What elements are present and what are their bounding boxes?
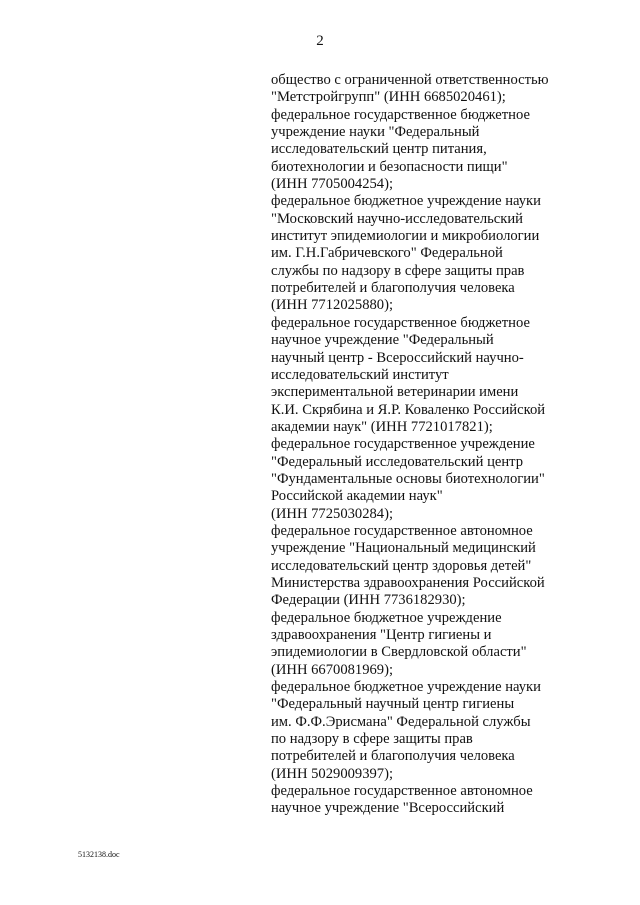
text-line: общество с ограниченной ответственностью: [271, 72, 549, 88]
text-line: Федерации (ИНН 7736182930);: [271, 592, 466, 609]
text-line: (ИНН 7725030284);: [271, 505, 394, 522]
text-line: потребителей и благополучия человека: [271, 748, 515, 765]
text-line: "Федеральный научный центр гигиены: [271, 696, 515, 713]
text-line: (ИНН 7712025880);: [271, 297, 394, 314]
text-line: академии наук" (ИНН 7721017821);: [271, 418, 493, 435]
text-line: (ИНН 5029009397);: [271, 765, 394, 782]
text-line: учреждение науки "Федеральный: [271, 124, 480, 141]
page-number: 2: [316, 33, 324, 49]
text-line: (ИНН 6670081969);: [271, 661, 394, 678]
text-line: Российской академии наук": [271, 488, 443, 505]
text-line: "Метстройгрупп" (ИНН 6685020461);: [271, 89, 506, 106]
text-line: (ИНН 7705004254);: [271, 176, 394, 193]
text-line: здравоохранения "Центр гигиены и: [271, 627, 492, 643]
text-line: федеральное бюджетное учреждение науки: [271, 193, 541, 210]
text-line: федеральное государственное бюджетное: [271, 106, 530, 123]
text-line: федеральное государственное автономное: [271, 783, 533, 800]
text-line: биотехнологии и безопасности пищи": [271, 158, 508, 175]
text-line: институт эпидемиологии и микробиологии: [271, 228, 540, 245]
text-line: федеральное бюджетное учреждение науки: [271, 679, 541, 696]
text-line: по надзору в сфере защиты прав: [271, 731, 473, 748]
text-line: "Московский научно-исследовательский: [271, 210, 523, 227]
text-line: федеральное государственное автономное: [271, 522, 533, 539]
text-line: экспериментальной ветеринарии имени: [271, 384, 519, 401]
text-line: научное учреждение "Федеральный: [271, 332, 494, 349]
text-line: "Фундаментальные основы биотехнологии": [271, 470, 545, 487]
text-line: службы по надзору в сфере защиты прав: [271, 262, 525, 279]
file-name-footer: 5132138.doc: [78, 850, 120, 859]
text-line: К.И. Скрябина и Я.Р. Коваленко Российской: [271, 401, 546, 418]
text-line: научное учреждение "Всероссийский: [271, 800, 505, 817]
text-line: федеральное государственное бюджетное: [271, 314, 530, 331]
text-line: им. Ф.Ф.Эрисмана" Федеральной службы: [271, 713, 531, 730]
text-line: Министерства здравоохранения Российской: [271, 574, 545, 591]
text-line: научный центр - Всероссийский научно-: [271, 349, 524, 366]
text-line: "Федеральный исследовательский центр: [271, 453, 524, 470]
organization-list-text: [271, 72, 571, 818]
text-line: эпидемиологии в Свердловской области": [271, 644, 527, 661]
text-line: исследовательский центр здоровья детей": [271, 557, 532, 574]
text-line: исследовательский институт: [271, 366, 449, 383]
text-line: учреждение "Национальный медицинский: [271, 540, 536, 557]
text-line: исследовательский центр питания,: [271, 141, 487, 158]
text-line: им. Г.Н.Габричевского" Федеральной: [271, 245, 503, 262]
text-line: федеральное бюджетное учреждение: [271, 609, 502, 626]
text-line: федеральное государственное учреждение: [271, 436, 535, 453]
text-line: потребителей и благополучия человека: [271, 280, 515, 297]
